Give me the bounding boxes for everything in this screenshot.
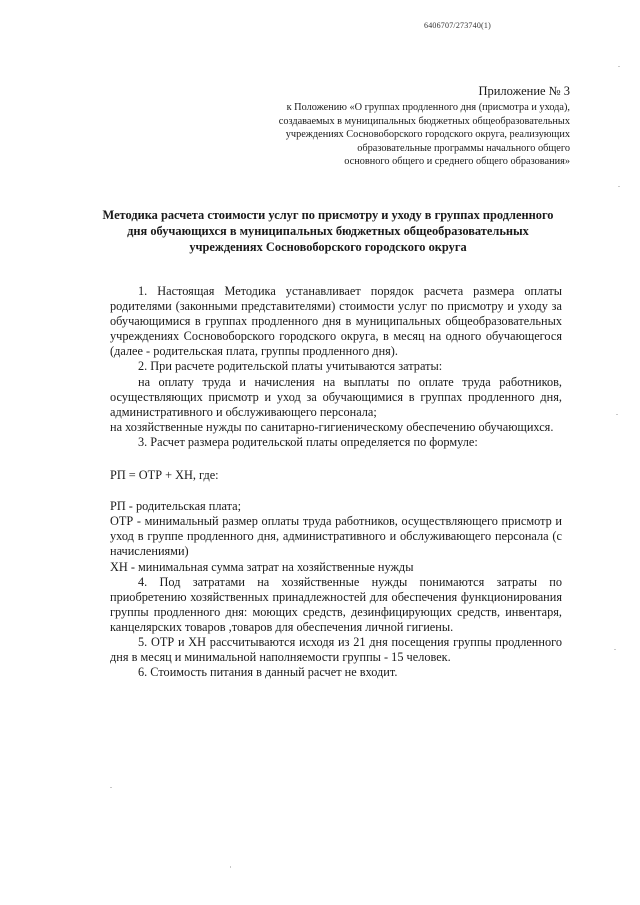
paragraph-2: 2. При расчете родительской платы учитываются затраты: bbox=[138, 359, 443, 374]
scan-mark bbox=[618, 186, 620, 187]
appendix-title: Приложение № 3 bbox=[478, 84, 570, 98]
definition-rp: РП - родительская плата; bbox=[110, 499, 242, 514]
definition-hn: ХН - минимальная сумма затрат на хозяйственные нужды bbox=[110, 559, 414, 574]
scan-mark bbox=[110, 787, 112, 788]
definition-otr: ОТР - минимальный размер оплаты труда работников, осуществляющего присмотр и уход в группе продленного дня, административного и обслуживающего персонала (с начислениями) bbox=[110, 514, 562, 559]
paragraph-3: 3. Расчет размера родительской платы определяется по формуле: bbox=[138, 434, 478, 449]
appendix-line: образовательные программы начального общего bbox=[357, 142, 570, 154]
scan-mark bbox=[618, 66, 620, 67]
title-line: учреждениях Сосновоборского городского округа bbox=[189, 240, 467, 254]
appendix-line: основного общего и среднего общего образования» bbox=[344, 156, 570, 168]
paragraph-2-item-b: на хозяйственные нужды по санитарно-гигиеническому обеспечению обучающихся. bbox=[110, 419, 554, 434]
appendix-line: создаваемых в муниципальных бюджетных общеобразовательных bbox=[278, 115, 570, 127]
document-number: 6406707/273740(1) bbox=[424, 21, 491, 30]
title-line: Методика расчета стоимости услуг по присмотру и уходу в группах продленного bbox=[102, 208, 554, 222]
formula: РП = ОТР + ХН, где: bbox=[110, 468, 219, 483]
paragraph-2-item-a: на оплату труда и начисления на выплаты по оплате труда работников, осуществляющих присмотр и уход за обучающимися в группах продленного дня, административного и обслуживающего персонала; bbox=[110, 374, 562, 419]
paragraph-1: 1. Настоящая Методика устанавливает порядок расчета размера оплаты родителями (законными представителями) стоимости услуг по присмотру и уходу за обучающимися в группах продленного дня в муниципальных общеобразовательных учреждениях Сосновоборского городского округа, в месяц на одного обучающегося (далее - родительская плата, группы продленного дня). bbox=[110, 284, 562, 359]
paragraph-6: 6. Стоимость питания в данный расчет не входит. bbox=[138, 665, 398, 680]
paragraph-4: 4. Под затратами на хозяйственные нужды понимаются затраты по приобретению хозяйственных принадлежностей для обеспечения функционирования группы продленного дня: моющих средств, дезинфицирующих средств, инвентаря, канцелярских товаров ,товаров для обеспечения личной гигиены. bbox=[110, 574, 562, 634]
scan-mark bbox=[230, 866, 231, 868]
appendix-line: к Положению «О группах продленного дня (присмотра и ухода), bbox=[286, 102, 570, 113]
paragraph-5: 5. ОТР и ХН рассчитываются исходя из 21 дня посещения группы продленного дня в месяц и минимальной наполняемости группы - 15 человек. bbox=[110, 634, 562, 665]
appendix-line: учреждениях Сосновоборского городского округа, реализующих bbox=[285, 129, 570, 141]
document-body bbox=[110, 284, 562, 680]
document-title bbox=[70, 207, 586, 255]
title-line: дня обучающихся в муниципальных бюджетных общеобразовательных bbox=[127, 224, 529, 238]
scan-mark bbox=[614, 649, 616, 650]
appendix-block bbox=[240, 84, 570, 169]
scan-mark bbox=[616, 414, 618, 415]
